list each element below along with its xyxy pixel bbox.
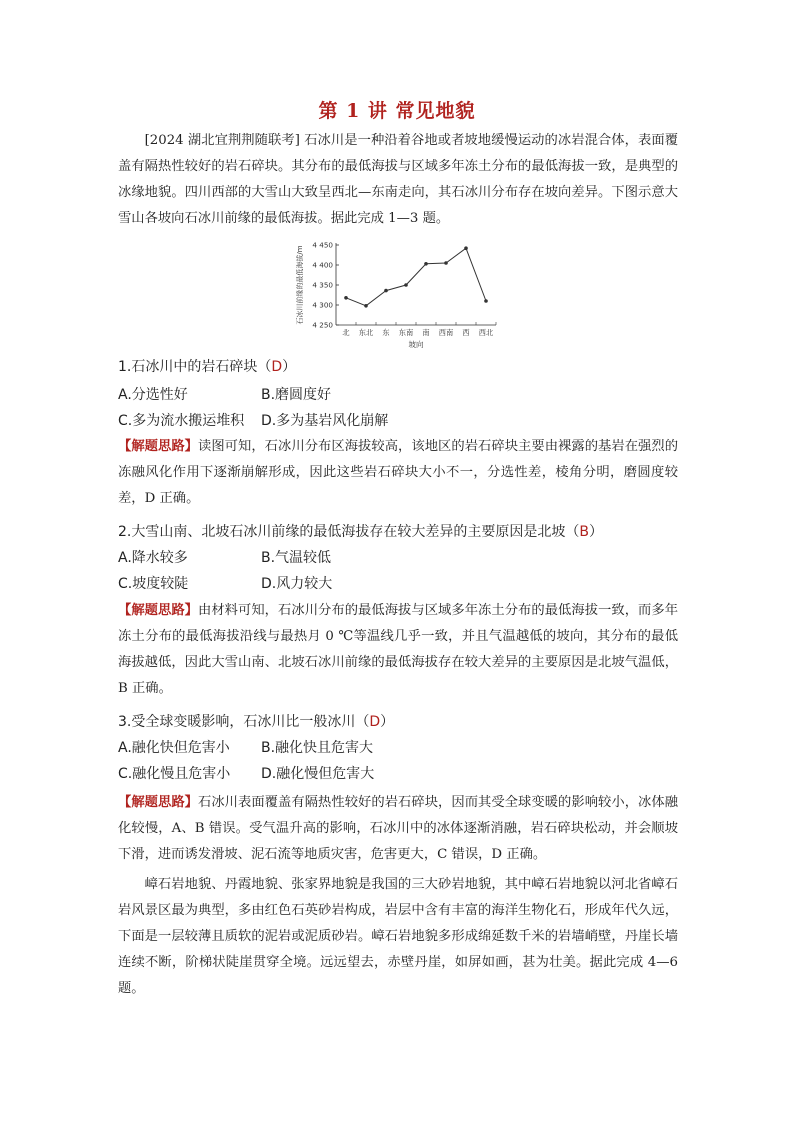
chart-x-axis-label: 坡向	[408, 340, 424, 349]
question-1-explanation-text: 读图可知，石冰川分布区海拔较高，该地区的岩石碎块主要由裸露的基岩在强烈的冻融风化作用下逐渐崩解形成，因此这些岩石碎块大小不一，分选性差，棱角分明，磨圆度较差，D 正确。	[118, 439, 679, 506]
chart-data-point	[344, 296, 348, 300]
chart-x-tick-label: 南	[422, 328, 430, 337]
question-2-option-b: B.气温较低	[261, 550, 332, 566]
question-1-option-a: A.分选性好	[118, 387, 188, 403]
question-3-options-row-2	[118, 763, 374, 785]
chart-svg	[292, 237, 508, 355]
chart-data-point	[424, 262, 428, 266]
chart-x-tick-label: 西南	[438, 328, 454, 337]
question-2-option-d: D.风力较大	[261, 576, 333, 592]
question-3-option-a: A.融化快但危害小	[118, 740, 230, 756]
chart-x-tick-label: 西	[462, 328, 470, 337]
chart-data-point	[384, 289, 388, 293]
question-2-stem: 2.大雪山南、北坡石冰川前缘的最低海拔存在较大差异的主要原因是北坡（	[118, 524, 580, 540]
chart-y-tick-label: 4 350	[312, 280, 333, 290]
question-1-options-row-1	[118, 384, 331, 406]
chart-data-point	[404, 283, 408, 287]
question-1	[118, 356, 296, 378]
question-2-options-row-1	[118, 547, 331, 569]
question-3-explanation-tag: 【解题思路】	[118, 795, 199, 810]
question-3-stem: 3.受全球变暖影响，石冰川比一般冰川（	[118, 714, 370, 730]
question-2-option-a: A.降水较多	[118, 550, 188, 566]
question-3-option-b: B.融化快且危害大	[261, 740, 374, 756]
question-2-explanation-text: 由材料可知，石冰川分布的最低海拔与区域多年冻土分布的最低海拔一致，而多年冻土分布的最低海拔沿线与最热月 0 ℃等温线几乎一致，并且气温越低的坡向，其分布的最低海拔越低，因此大雪山南、北坡石冰川前缘的最低海拔存在较大差异的主要原因是北坡气温低，B 正确。	[118, 603, 679, 696]
page-title: 第 1 讲 常见地貌	[318, 100, 476, 122]
chart-y-axis-label: 石冰川前缘的最低海拔/m	[296, 245, 304, 325]
chart-x-tick-label: 西北	[478, 328, 494, 337]
chart-series-line	[346, 248, 486, 306]
question-2-explanation-tag: 【解题思路】	[118, 603, 199, 618]
question-3	[118, 711, 394, 733]
chart-x-tick-label: 东南	[398, 328, 414, 337]
question-2-options-row-2	[118, 573, 332, 595]
question-3-option-d: D.融化慢但危害大	[261, 766, 375, 782]
question-1-stem: 1.石冰川中的岩石碎块（	[118, 359, 272, 375]
chart-y-tick-label: 4 450	[312, 240, 333, 250]
question-1-option-b: B.磨圆度好	[261, 387, 332, 403]
chart-data-point	[464, 246, 468, 250]
chart-x-tick-label: 东北	[358, 328, 374, 337]
question-1-options-row-2	[118, 410, 388, 432]
question-1-option-d: D.多为基岩风化崩解	[261, 413, 389, 429]
question-3-option-c: C.融化慢且危害小	[118, 766, 231, 782]
chart-y-tick-label: 4 300	[312, 300, 333, 310]
chart-data-point	[484, 299, 488, 303]
chart-y-tick-label: 4 400	[312, 260, 333, 270]
question-2	[118, 521, 603, 543]
altitude-line-chart	[292, 237, 508, 355]
question-1-explanation-tag: 【解题思路】	[118, 439, 199, 454]
chart-y-tick-label: 4 250	[312, 320, 333, 330]
chart-x-tick-label: 北	[342, 328, 350, 337]
intro-paragraph-1: [2024 湖北宜荆荆随联考] 石冰川是一种沿着谷地或者坡地缓慢运动的冰岩混合体，表面覆盖有隔热性较好的岩石碎块。其分布的最低海拔与区域多年冻土分布的最低海拔一致，是典型的冰缘地貌。四川西部的大雪山大致呈西北—东南走向，其石冰川分布存在坡向差异。下图示意大雪山各坡向石冰川前缘的最低海拔。据此完成 1—3 题。	[118, 133, 678, 226]
question-2-option-c: C.坡度较陡	[118, 576, 189, 592]
chart-data-point	[364, 304, 368, 308]
chart-x-tick-label: 东	[382, 328, 390, 337]
question-3-explanation	[118, 790, 678, 868]
question-3-options-row-1	[118, 737, 373, 759]
intro-paragraph-2: 嶂石岩地貌、丹霞地貌、张家界地貌是我国的三大砂岩地貌，其中嶂石岩地貌以河北省嶂石岩风景区最为典型，多由红色石英砂岩构成，岩层中含有丰富的海洋生物化石，形成年代久远，下面是一层较薄且质软的泥岩或泥质砂岩。嶂石岩地貌多形成绵延数千米的岩墙峭壁，丹崖长墙连续不断，阶梯状陡崖贯穿全境。远远望去，赤壁丹崖，如屏如画，甚为壮美。据此完成 4—6 题。	[118, 877, 678, 996]
question-2-close: ）	[588, 524, 603, 540]
question-1-explanation	[118, 434, 678, 512]
question-2-answer: B	[579, 524, 589, 540]
question-1-option-c: C.多为流水搬运堆积	[118, 413, 245, 429]
chart-data-point	[444, 261, 448, 265]
question-1-answer: D	[271, 359, 283, 375]
question-3-answer: D	[369, 714, 381, 730]
question-2-explanation	[118, 598, 678, 702]
question-3-close: ）	[380, 714, 395, 730]
question-3-explanation-text: 石冰川表面覆盖有隔热性较好的岩石碎块，因而其受全球变暖的影响较小，冰体融化较慢，A、B 错误。受气温升高的影响，石冰川中的冰体逐渐消融，岩石碎块松动，并会顺坡下滑，进而诱发滑坡、泥石流等地质灾害，危害更大，C 错误，D 正确。	[118, 795, 679, 862]
question-1-close: ）	[282, 359, 297, 375]
